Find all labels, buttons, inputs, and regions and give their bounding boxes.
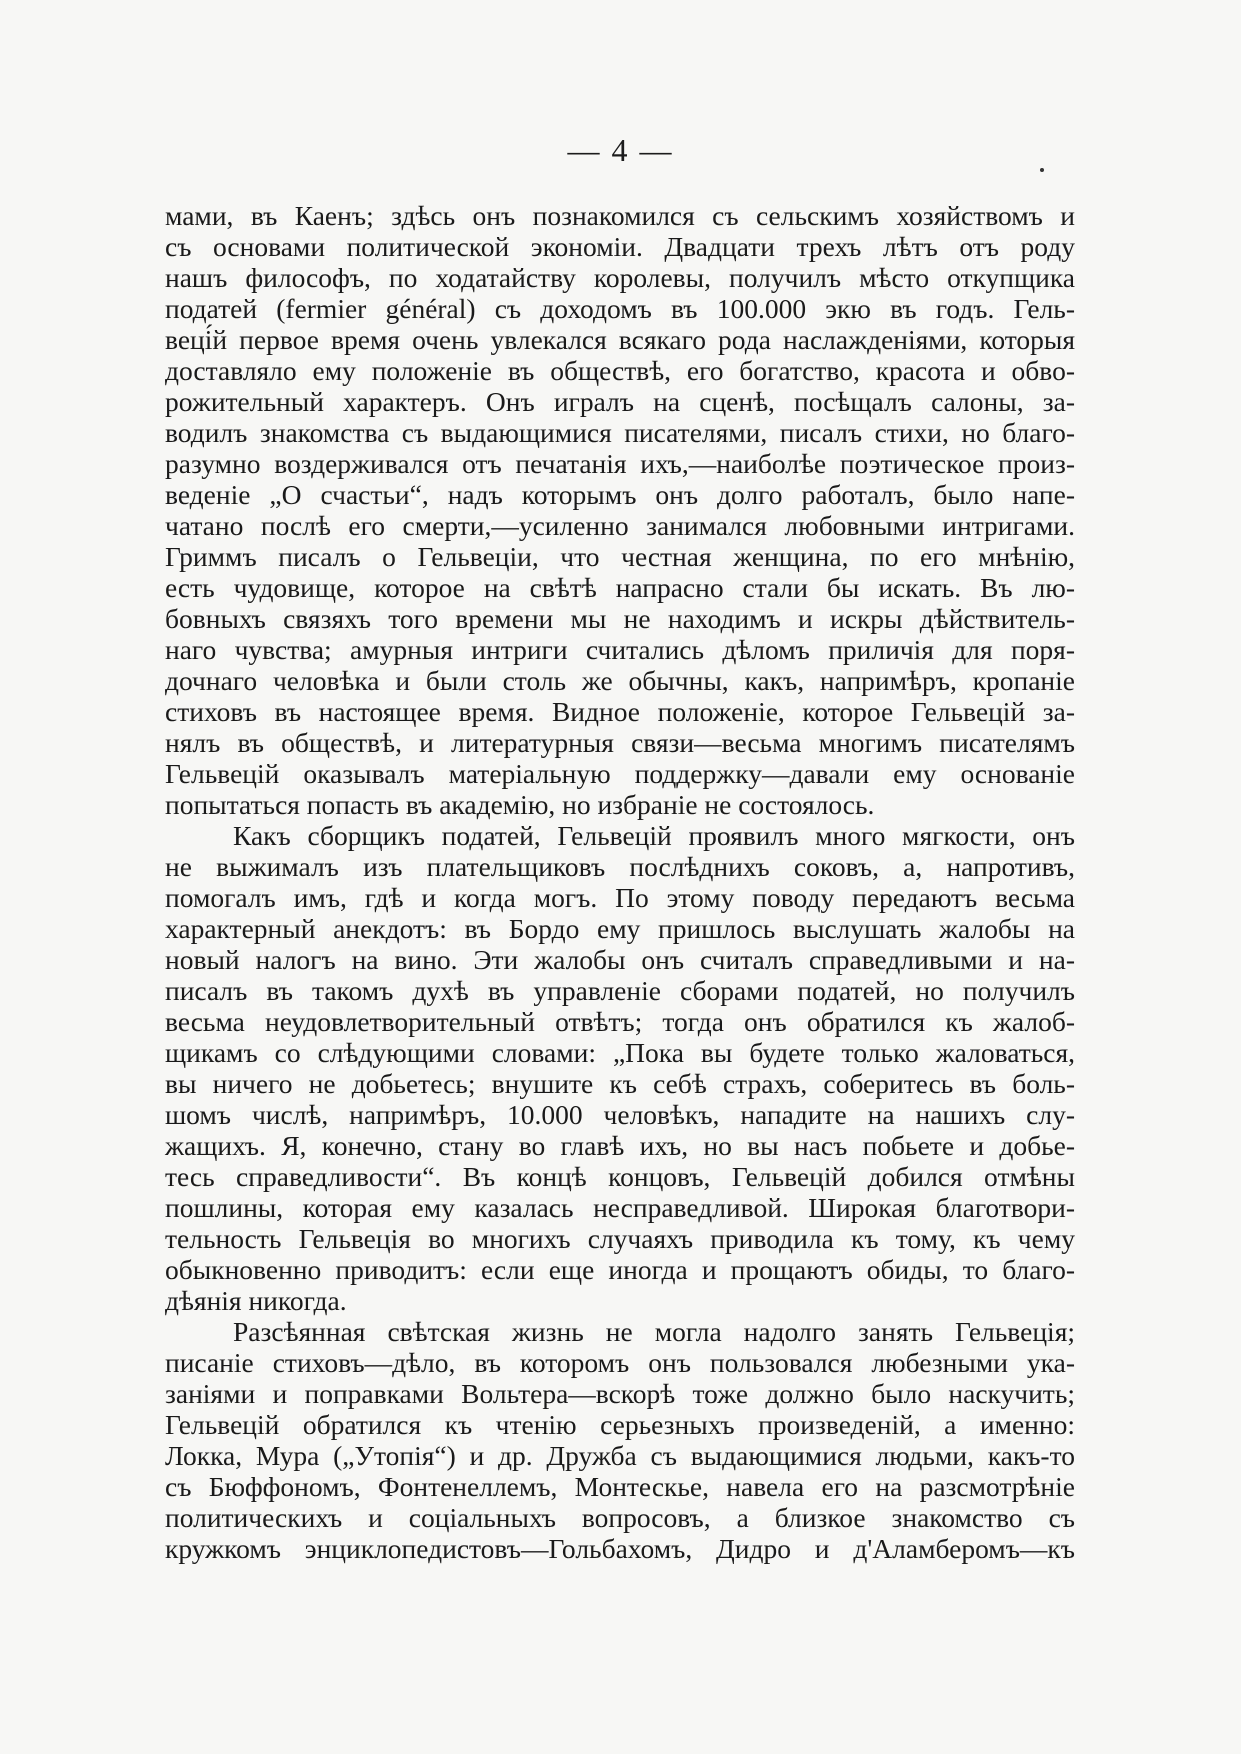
text-line: новый налогъ на вино. Эти жалобы онъ считалъ справедливыми и на- [165,944,1075,975]
body-text [165,200,1075,1564]
text-line: бовныхъ связяхъ того времени мы не находимъ и искры дѣйствитель- [165,603,1075,634]
text-line: писалъ въ такомъ духѣ въ управленіе сборами податей, но получилъ [165,975,1075,1006]
page-number: — 4 — [567,132,674,168]
print-speck [1040,168,1044,172]
paragraph [165,1316,1075,1564]
text-line: разумно воздерживался отъ печатанія ихъ,—наиболѣе поэтическое произ- [165,448,1075,479]
text-line: щикамъ со слѣдующими словами: „Пока вы будете только жаловаться, [165,1037,1075,1068]
text-line: тельность Гельвеція во многихъ случаяхъ приводила къ тому, къ чему [165,1223,1075,1254]
text-line: попытаться попасть въ академію, но избраніе не состоялось. [165,789,875,820]
text-line: пошлины, которая ему казалась несправедливой. Широкая благотвори- [165,1192,1075,1223]
text-line: наго чувства; амурныя интриги считались дѣломъ приличія для поря- [165,634,1075,665]
text-line: обыкновенно приводитъ: если еще иногда и прощаютъ обиды, то благо- [165,1254,1075,1285]
text-line: политическихъ и соціальныхъ вопросовъ, а близкое знакомство съ [165,1502,1075,1533]
text-line: кружкомъ энциклопедистовъ—Гольбахомъ, Дидро и д'Аламберомъ—къ [165,1533,1075,1564]
text-line: съ основами политической экономіи. Двадцати трехъ лѣтъ отъ роду [165,231,1075,262]
text-line: нашъ философъ, по ходатайству королевы, получилъ мѣсто откупщика [165,262,1075,293]
text-line: заніями и поправками Вольтера—вскорѣ тоже должно было наскучить; [165,1378,1075,1409]
text-line: тесь справедливости“. Въ концѣ концовъ, Гельвецій добился отмѣны [165,1161,1075,1192]
text-line: писаніе стиховъ—дѣло, въ которомъ онъ пользовался любезными ука- [165,1347,1075,1378]
text-line: Какъ сборщикъ податей, Гельвецій проявилъ много мягкости, онъ [233,820,1075,851]
text-line: чатано послѣ его смерти,—усиленно занимался любовными интригами. [165,510,1075,541]
text-line: шомъ числѣ, напримѣръ, 10.000 человѣкъ, нападите на нашихъ слу- [165,1099,1075,1130]
paragraph [165,820,1075,1316]
text-line: съ Бюффономъ, Фонтенеллемъ, Монтескье, навела его на разсмотрѣніе [165,1471,1075,1502]
text-line: доставляло ему положеніе въ обществѣ, его богатство, красота и обво- [165,355,1075,386]
text-line: Локка, Мура („Утопія“) и др. Дружба съ выдающимися людьми, какъ-то [165,1440,1075,1471]
text-line: рожительный характеръ. Онъ игралъ на сценѣ, посѣщалъ салоны, за- [165,386,1075,417]
text-line: нялъ въ обществѣ, и литературныя связи—весьма многимъ писателямъ [165,727,1075,758]
text-line: стиховъ въ настоящее время. Видное положеніе, которое Гельвецій за- [165,696,1075,727]
text-line: характерный анекдотъ: въ Бордо ему пришлось выслушать жалобы на [165,913,1075,944]
text-line: есть чудовище, которое на свѣтѣ напрасно стали бы искать. Въ лю- [165,572,1075,603]
text-line: Гельвецій обратился къ чтенію серьезныхъ произведеній, а именно: [165,1409,1075,1440]
text-line: дочнаго человѣка и были столь же обычны, какъ, напримѣръ, кропаніе [165,665,1075,696]
text-line: весьма неудовлетворительный отвѣтъ; тогда онъ обратился къ жалоб- [165,1006,1075,1037]
paragraph [165,200,1075,820]
text-line: Гельвецій оказывалъ матеріальную поддержку—давали ему основаніе [165,758,1075,789]
text-line: помогалъ имъ, гдѣ и когда могъ. По этому поводу передаютъ весьма [165,882,1075,913]
text-line: водилъ знакомства съ выдающимися писателями, писалъ стихи, но благо- [165,417,1075,448]
text-line: мами, въ Каенъ; здѣсь онъ познакомился съ сельскимъ хозяйствомъ и [165,200,1075,231]
text-line: Гриммъ писалъ о Гельвеціи, что честная женщина, по его мнѣнію, [165,541,1075,572]
text-line: веденіе „О счастьи“, надъ которымъ онъ долго работалъ, было напе- [165,479,1075,510]
text-line: податей (fermier général) съ доходомъ въ 100.000 экю въ годъ. Гель- [165,293,1075,324]
text-line: дѣянія никогда. [165,1285,347,1316]
text-line: жащихъ. Я, конечно, стану во главѣ ихъ, но вы насъ побьете и добье- [165,1130,1075,1161]
text-line: Разсѣянная свѣтская жизнь не могла надолго занять Гельвеція; [233,1316,1075,1347]
text-line: не выжималъ изъ плательщиковъ послѣднихъ соковъ, а, напротивъ, [165,851,1075,882]
text-line: веці́й первое время очень увлекался всякаго рода наслажденіями, которыя [165,324,1075,355]
text-line: вы ничего не добьетесь; внушите къ себѣ страхъ, соберитесь въ боль- [165,1068,1075,1099]
